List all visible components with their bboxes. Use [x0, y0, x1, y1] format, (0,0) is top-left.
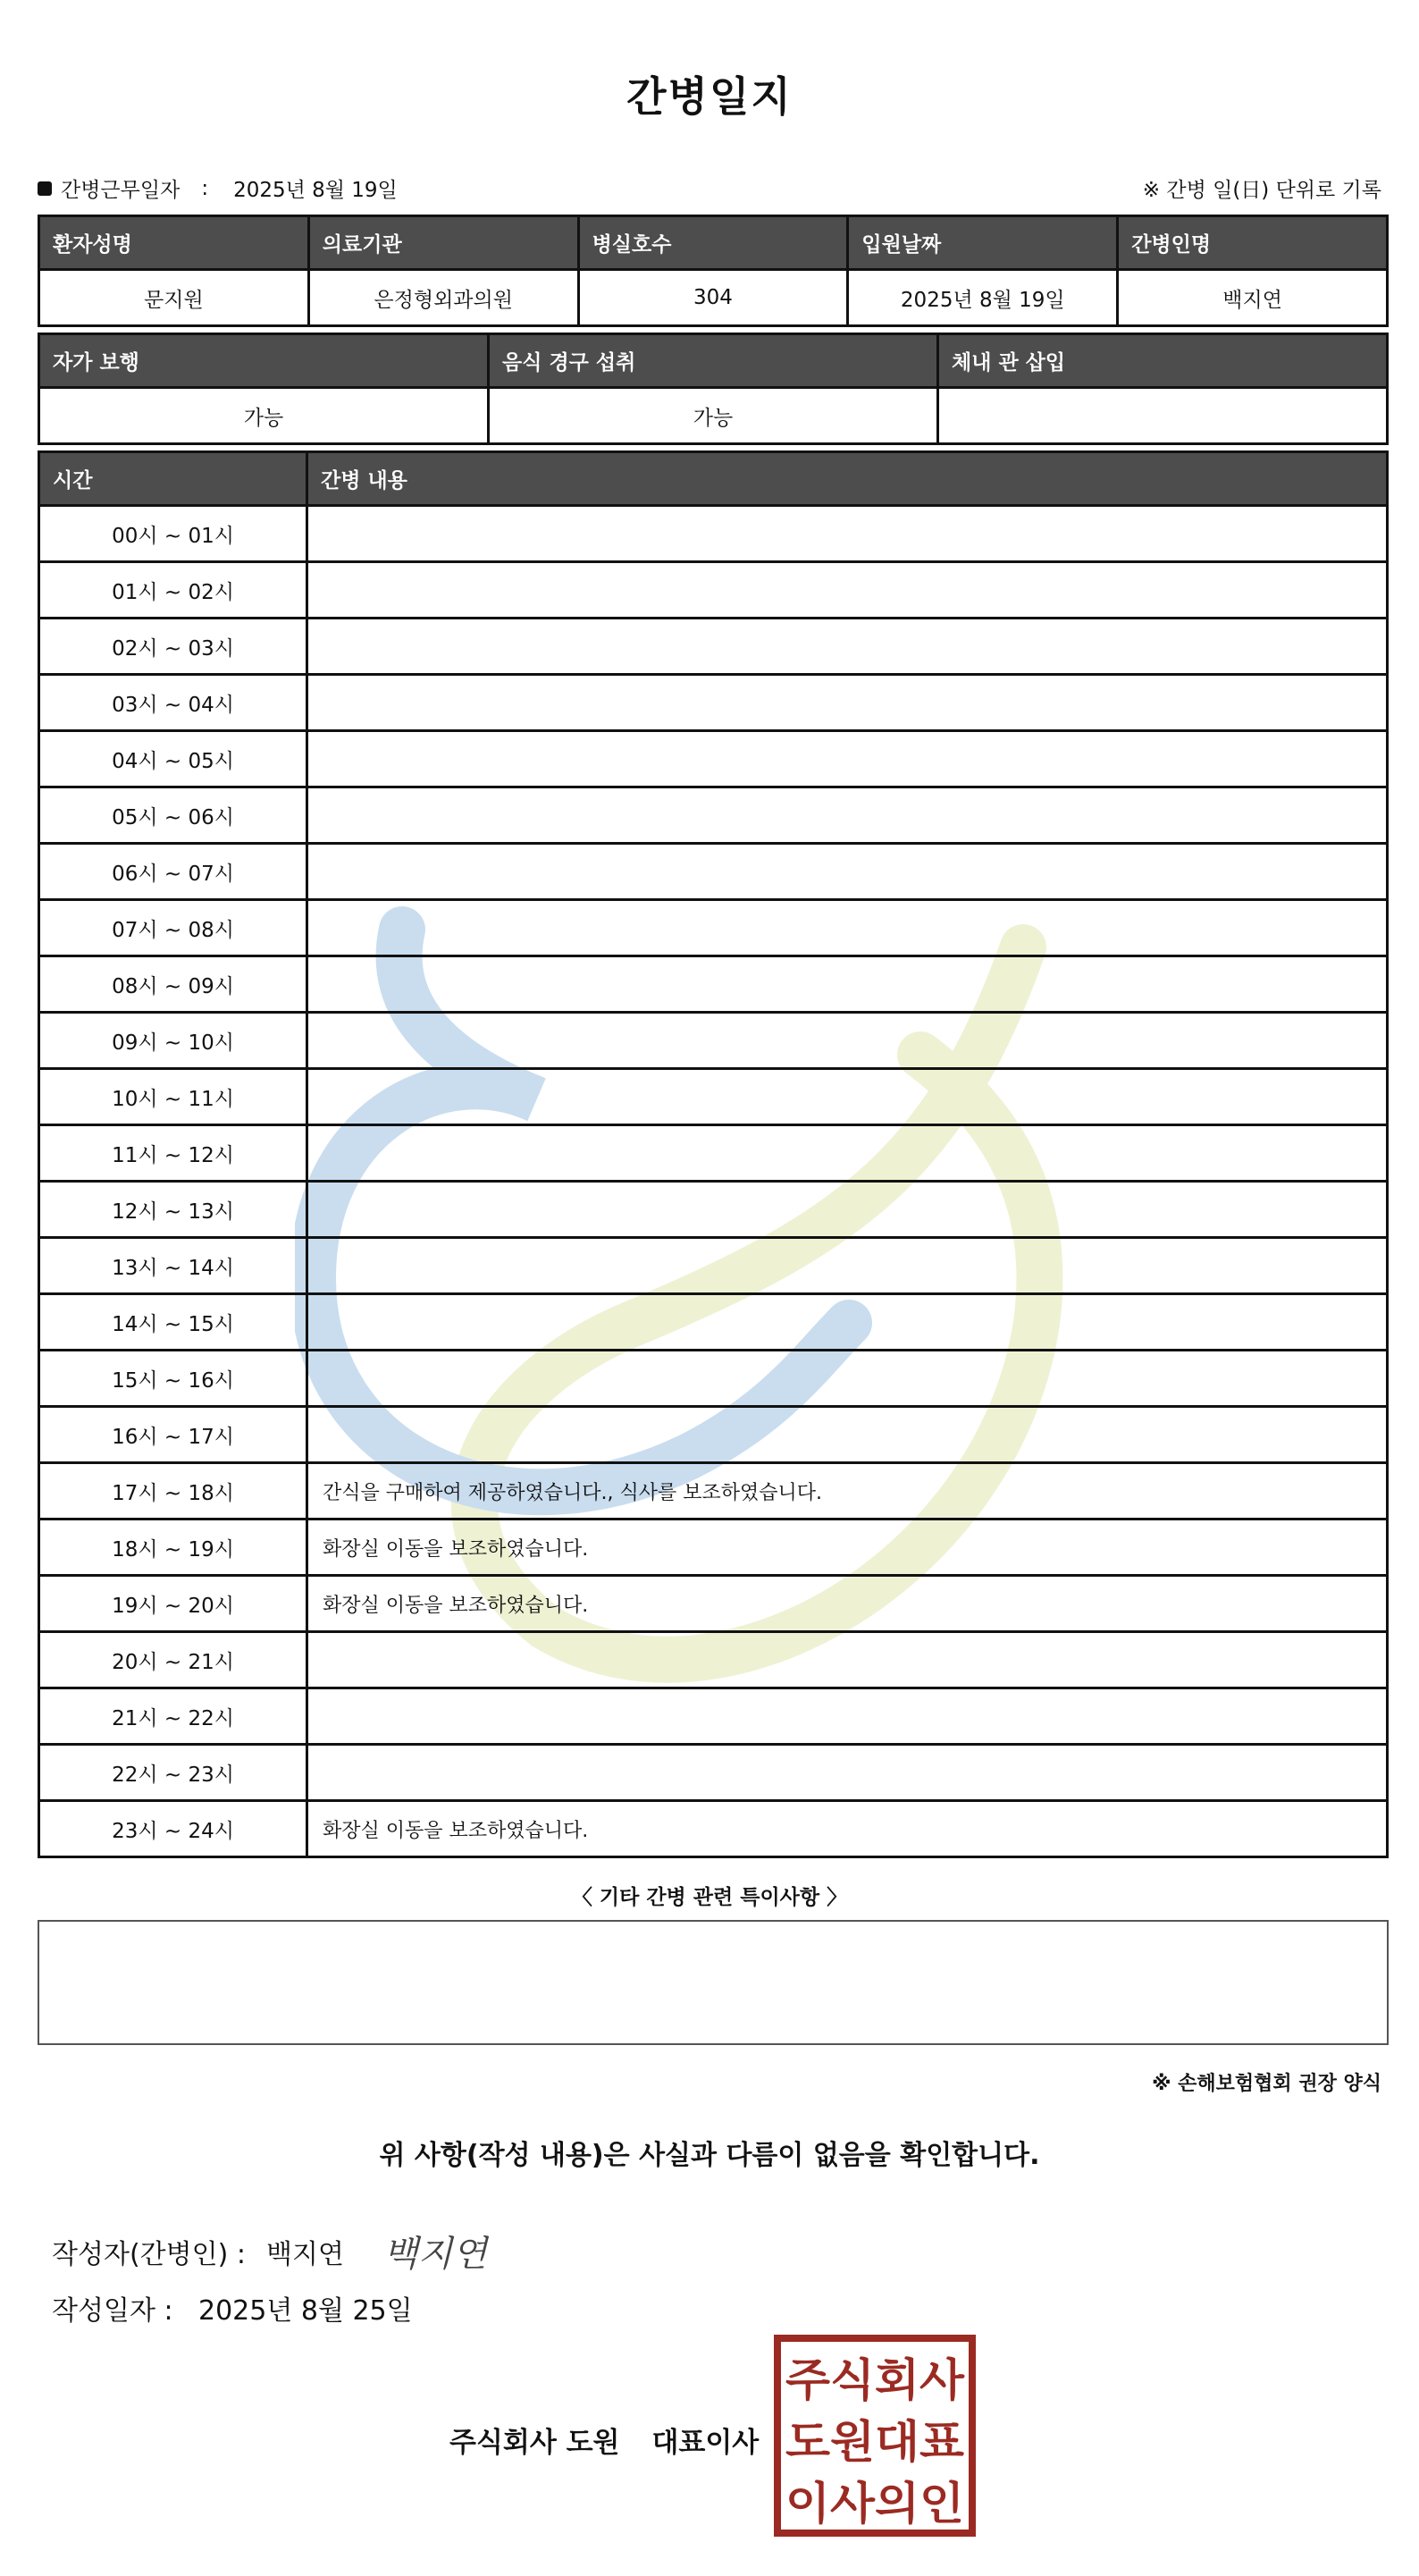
log-row: [39, 619, 1388, 675]
log-content-cell: [307, 787, 1388, 844]
log-row: [39, 1520, 1388, 1576]
company-name: 주식회사 도원: [449, 2427, 620, 2459]
self-walking-value: 가능: [39, 388, 489, 444]
written-date-line: [52, 2288, 413, 2328]
seal-line: 도원대표: [785, 2416, 965, 2468]
log-content-cell: [307, 1069, 1388, 1125]
log-row: [39, 844, 1388, 900]
header-oral-intake: 음식 경구 섭취: [489, 334, 938, 388]
patient-info-table: [38, 215, 1389, 327]
writer-name: 백지연: [266, 2238, 344, 2270]
log-row: [39, 956, 1388, 1013]
log-content-cell: [307, 1351, 1388, 1407]
special-notes-title: 〈 기타 간병 관련 특이사항 〉: [571, 1886, 848, 1909]
room-number-value: 304: [578, 270, 848, 326]
log-row: [39, 1688, 1388, 1745]
log-time-cell: 14시 ~ 15시: [39, 1294, 307, 1351]
log-time-cell: 01시 ~ 02시: [39, 562, 307, 619]
patient-status-table: [38, 333, 1389, 445]
header-self-walking: 자가 보행: [39, 334, 489, 388]
log-content-cell: 화장실 이동을 보조하였습니다.: [307, 1520, 1388, 1576]
log-time-cell: 11시 ~ 12시: [39, 1125, 307, 1182]
log-time-cell: 20시 ~ 21시: [39, 1632, 307, 1688]
work-date-separator: :: [201, 176, 209, 200]
header-care-content: 간병 내용: [307, 452, 1388, 506]
log-row: [39, 1463, 1388, 1520]
log-header-row: [39, 452, 1388, 506]
log-time-cell: 22시 ~ 23시: [39, 1745, 307, 1801]
recommended-form-note: ※ 손해보험협회 권장 양식: [1152, 2073, 1381, 2095]
log-row: [39, 1013, 1388, 1069]
log-content-cell: [307, 675, 1388, 731]
log-time-cell: 13시 ~ 14시: [39, 1238, 307, 1294]
header-admission-date: 입원날짜: [848, 216, 1118, 270]
header-tube-insertion: 체내 관 삽입: [938, 334, 1388, 388]
log-row: [39, 562, 1388, 619]
log-time-cell: 08시 ~ 09시: [39, 956, 307, 1013]
log-content-cell: 화장실 이동을 보조하였습니다.: [307, 1576, 1388, 1632]
log-time-cell: 16시 ~ 17시: [39, 1407, 307, 1463]
log-row: [39, 1125, 1388, 1182]
writer-line: [52, 2226, 487, 2277]
log-content-cell: [307, 731, 1388, 787]
log-time-cell: 04시 ~ 05시: [39, 731, 307, 787]
seal-line: 이사의인: [785, 2478, 964, 2530]
status-value-row: [39, 388, 1388, 444]
log-row: [39, 1407, 1388, 1463]
log-content-cell: [307, 506, 1388, 562]
log-content-cell: [307, 1294, 1388, 1351]
log-row: [39, 1351, 1388, 1407]
document-title: 간병일지: [626, 72, 793, 121]
handwritten-signature: 백지연: [382, 2234, 487, 2275]
log-row: [39, 506, 1388, 562]
log-content-cell: [307, 1182, 1388, 1238]
log-content-cell: [307, 1745, 1388, 1801]
patient-value-row: [39, 270, 1388, 326]
patient-header-row: [39, 216, 1388, 270]
log-content-cell: [307, 1013, 1388, 1069]
log-time-cell: 10시 ~ 11시: [39, 1069, 307, 1125]
work-date-label: 간병근무일자: [61, 179, 181, 202]
log-row: [39, 675, 1388, 731]
header-hospital: 의료기관: [308, 216, 578, 270]
company-seal-stamp: [774, 2335, 976, 2537]
log-time-cell: 03시 ~ 04시: [39, 675, 307, 731]
log-time-cell: 02시 ~ 03시: [39, 619, 307, 675]
log-time-cell: 21시 ~ 22시: [39, 1688, 307, 1745]
log-time-cell: 15시 ~ 16시: [39, 1351, 307, 1407]
written-date-label: 작성일자 :: [52, 2295, 173, 2327]
log-content-cell: 간식을 구매하여 제공하였습니다., 식사를 보조하였습니다.: [307, 1463, 1388, 1520]
log-content-cell: [307, 1407, 1388, 1463]
confirmation-statement: 위 사항(작성 내용)은 사실과 다름이 없음을 확인합니다.: [379, 2140, 1040, 2171]
log-time-cell: 00시 ~ 01시: [39, 506, 307, 562]
header-room-number: 병실호수: [578, 216, 848, 270]
caregiver-name-value: 백지연: [1118, 270, 1388, 326]
log-row: [39, 1294, 1388, 1351]
log-time-cell: 09시 ~ 10시: [39, 1013, 307, 1069]
log-content-cell: [307, 1125, 1388, 1182]
log-time-cell: 06시 ~ 07시: [39, 844, 307, 900]
status-header-row: [39, 334, 1388, 388]
log-row: [39, 1745, 1388, 1801]
log-time-cell: 23시 ~ 24시: [39, 1801, 307, 1857]
oral-intake-value: 가능: [489, 388, 938, 444]
written-date-value: 2025년 8월 25일: [198, 2295, 413, 2327]
seal-line: 주식회사: [785, 2354, 965, 2406]
seal-lettering: [785, 2354, 965, 2530]
log-time-cell: 17시 ~ 18시: [39, 1463, 307, 1520]
log-row: [39, 731, 1388, 787]
log-row: [39, 1069, 1388, 1125]
special-notes-box: [38, 1920, 1389, 2045]
writer-label: 작성자(간병인) :: [52, 2238, 246, 2270]
log-content-cell: [307, 1688, 1388, 1745]
log-row: [39, 1182, 1388, 1238]
company-ceo-title: 대표이사: [651, 2427, 760, 2459]
log-row: [39, 1238, 1388, 1294]
log-content-cell: [307, 956, 1388, 1013]
log-content-cell: [307, 900, 1388, 956]
company-signature-line: [449, 2420, 759, 2460]
work-date-value: 2025년 8월 19일: [233, 179, 398, 202]
log-time-cell: 19시 ~ 20시: [39, 1576, 307, 1632]
record-unit-note: ※ 간병 일(日) 단위로 기록: [1142, 179, 1381, 202]
log-content-cell: [307, 844, 1388, 900]
log-row: [39, 900, 1388, 956]
header-patient-name: 환자성명: [39, 216, 309, 270]
log-time-cell: 07시 ~ 08시: [39, 900, 307, 956]
log-content-cell: [307, 1632, 1388, 1688]
log-row: [39, 787, 1388, 844]
log-content-cell: [307, 619, 1388, 675]
patient-name-value: 문지원: [39, 270, 309, 326]
work-date-line: [38, 173, 398, 203]
bullet-square-icon: [38, 181, 52, 196]
log-content-cell: [307, 1238, 1388, 1294]
log-content-cell: 화장실 이동을 보조하였습니다.: [307, 1801, 1388, 1857]
log-row: [39, 1801, 1388, 1857]
hospital-value: 은정형외과의원: [308, 270, 578, 326]
log-row: [39, 1576, 1388, 1632]
log-time-cell: 05시 ~ 06시: [39, 787, 307, 844]
header-caregiver-name: 간병인명: [1118, 216, 1388, 270]
log-time-cell: 18시 ~ 19시: [39, 1520, 307, 1576]
log-row: [39, 1632, 1388, 1688]
log-time-cell: 12시 ~ 13시: [39, 1182, 307, 1238]
care-log-table: [38, 450, 1389, 1858]
admission-date-value: 2025년 8월 19일: [848, 270, 1118, 326]
tube-insertion-value: [938, 388, 1388, 444]
header-time: 시간: [39, 452, 307, 506]
log-content-cell: [307, 562, 1388, 619]
